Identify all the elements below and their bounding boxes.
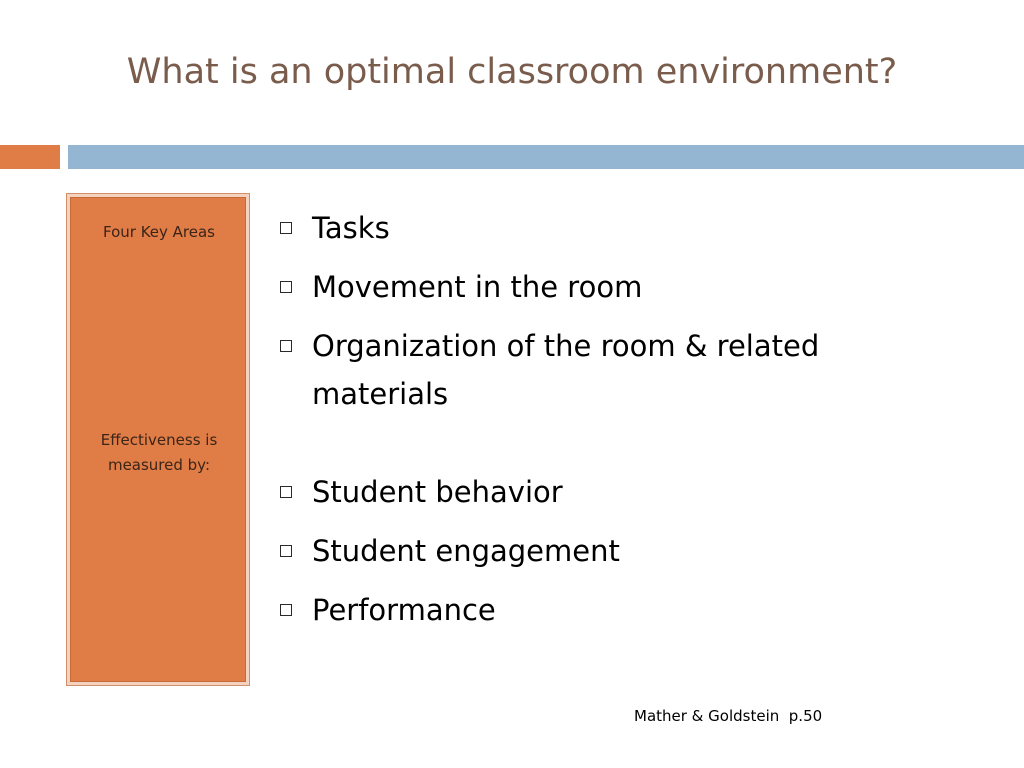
key-areas-label: Four Key Areas: [102, 223, 215, 241]
bullet-item-organization: [278, 322, 938, 418]
bullet-item-performance: [278, 586, 938, 634]
bullet-item-student-engagement: [278, 527, 938, 575]
bullet-list: [278, 204, 938, 645]
square-bullet-icon: [280, 340, 292, 352]
effectiveness-label: Effectiveness is measured by:: [100, 431, 218, 474]
bullet-text: Student engagement: [312, 534, 620, 568]
key-areas-panel: [66, 193, 250, 686]
square-bullet-icon: [280, 604, 292, 616]
bullet-text: Performance: [312, 593, 496, 627]
bullet-item-movement: [278, 263, 938, 311]
bullet-text: Organization of the room & related materials: [312, 329, 820, 411]
bullet-text: Movement in the room: [312, 270, 643, 304]
slide-title: What is an optimal classroom environment?: [126, 52, 898, 92]
bullet-text: Tasks: [312, 211, 390, 245]
square-bullet-icon: [280, 222, 292, 234]
bullet-text: Student behavior: [312, 475, 563, 509]
bullet-item-student-behavior: [278, 468, 938, 516]
square-bullet-icon: [280, 281, 292, 293]
square-bullet-icon: [280, 486, 292, 498]
bullet-item-tasks: [278, 204, 938, 252]
accent-bar-orange: [0, 145, 60, 169]
citation: Mather & Goldstein p.50: [634, 707, 823, 725]
accent-bar-blue: [68, 145, 1024, 169]
square-bullet-icon: [280, 545, 292, 557]
